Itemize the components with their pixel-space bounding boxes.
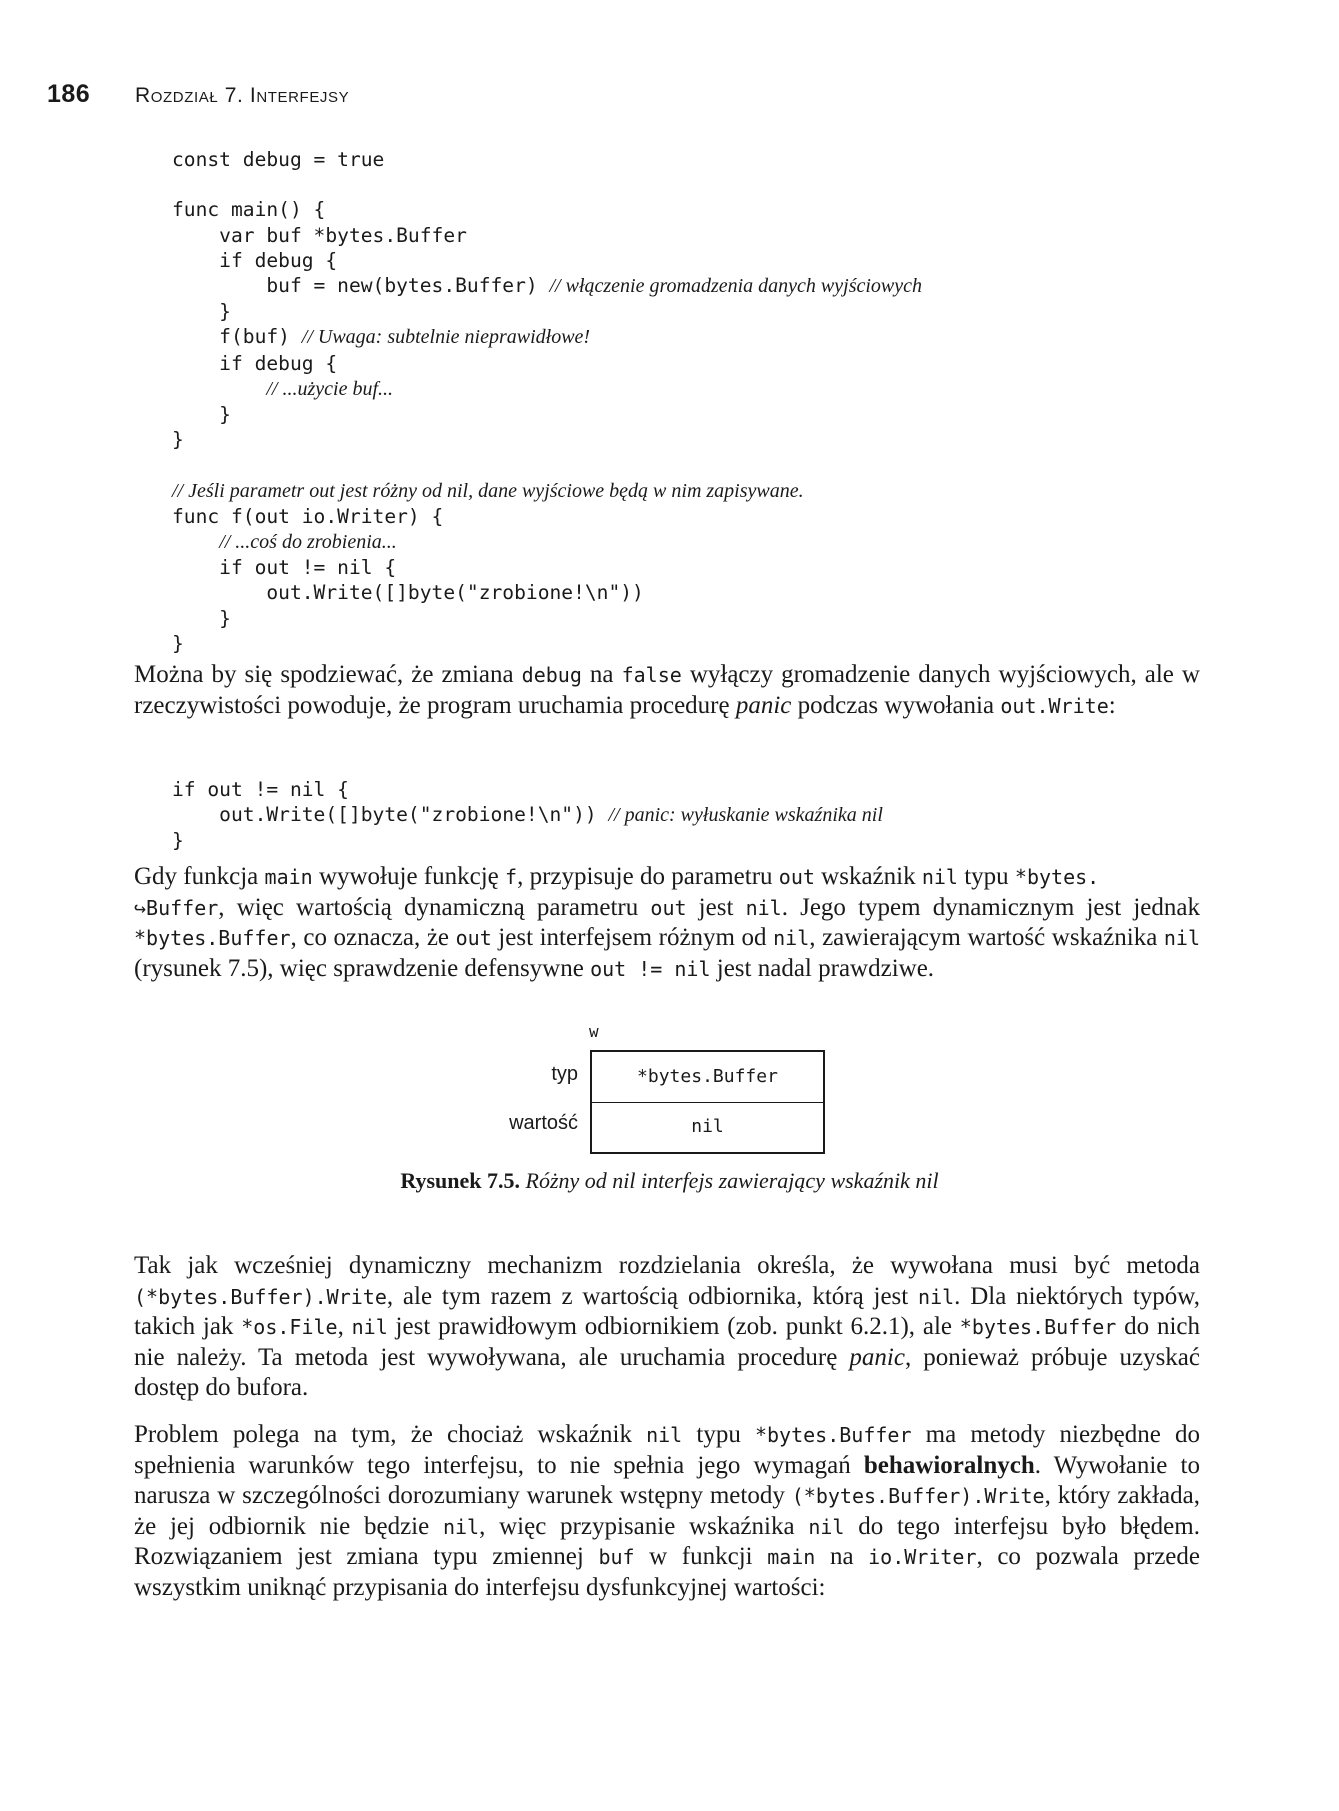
code-listing-main: [172, 147, 922, 656]
chapter-title: Rozdział 7. Interfejsy: [135, 84, 350, 107]
inline-code: nil: [351, 1315, 388, 1339]
inline-code: debug: [521, 663, 582, 687]
inline-code: out: [455, 926, 492, 950]
text-run: , ale tym razem z wartością odbiornika, którą jest: [386, 1282, 919, 1310]
inline-code: io.Writer: [868, 1545, 977, 1569]
text-run: , zawierającym wartość wskaźnika: [809, 924, 1164, 951]
text-run: do tego interfejsu było błędem. Rozwiązaniem jest zmiana typu zmiennej: [134, 1512, 1200, 1570]
inline-code: out.Write: [1000, 693, 1109, 718]
text-run: , co oznacza, że: [290, 924, 456, 951]
text-run: do nich nie należy. Ta metoda jest wywoływana, ale uruchamia procedurę: [134, 1313, 1200, 1371]
code-text: }: [172, 403, 231, 427]
page-number: 186: [47, 80, 91, 108]
code-text: buf = new(bytes.Buffer): [172, 274, 550, 298]
text-run: , co pozwala przede wszystkim uniknąć przypisania do interfejsu dysfunkcyjnej wartości:: [134, 1543, 1200, 1601]
code-listing-panic: [172, 777, 883, 854]
inline-code: (*bytes.Buffer).Write: [791, 1484, 1045, 1508]
text-run: , więc przypisanie wskaźnika: [479, 1512, 809, 1540]
code-comment: // ...użycie buf...: [266, 377, 394, 400]
inline-code: main: [264, 865, 313, 889]
text-run: ,: [337, 1313, 352, 1340]
code-text: func main() {: [172, 198, 326, 222]
box-divider: [592, 1102, 823, 1103]
code-line: [172, 428, 184, 451]
figure-row-label-value: wartość: [509, 1112, 578, 1134]
text-run: w funkcji: [634, 1543, 768, 1570]
inline-code: *bytes.Buffer: [754, 1423, 912, 1447]
inline-code: nil: [918, 1284, 955, 1309]
inline-code: *bytes.Buffer: [134, 926, 291, 950]
figure-caption: [0, 1168, 1339, 1194]
interface-dynamic-type: *bytes.Buffer: [637, 1066, 778, 1087]
code-line: [172, 198, 325, 221]
text-run: jest interfejsem różnym od: [491, 924, 774, 951]
paragraph-debug-false: [134, 660, 1200, 721]
code-comment: // włączenie gromadzenia danych wyjściowych: [549, 275, 923, 298]
code-line: [172, 249, 337, 272]
figure-variable-name: w: [589, 1022, 599, 1041]
text-run: jest prawidłowym odbiornikiem (zob. punkt 6.2.1), ale: [387, 1313, 960, 1340]
code-line: [172, 148, 384, 171]
inline-code: f: [505, 865, 518, 889]
emphasis: panic: [849, 1343, 905, 1371]
code-comment: // ...coś do zrobienia...: [219, 531, 397, 554]
text-run: wyłączy gromadzenie danych wyjściowych, ale w rzeczywistości powoduje, że program uruchamia procedurę: [134, 661, 1200, 719]
text-run: jest: [686, 893, 746, 921]
code-text: func f(out io.Writer) {: [172, 504, 444, 528]
text-run: , więc wartością dynamiczną parametru: [218, 893, 651, 921]
text-run: ma metody niezbędne do spełnienia warunków tego interfejsu, to nie spełnia jego wymagań: [134, 1421, 1200, 1479]
code-line: [172, 479, 804, 502]
text-run: , przypisuje do parametru: [517, 863, 779, 890]
interface-value-box: [590, 1050, 825, 1154]
text-run: Tak jak wcześniej dynamiczny mechanizm rozdzielania określa, że wywołana musi być metoda: [134, 1252, 1200, 1279]
text-run: Gdy funkcja: [134, 863, 265, 890]
text-run: . Wywołanie to narusza w szczególności dorozumiany warunek wstępny metody: [134, 1451, 1200, 1509]
code-text: const debug = true: [172, 148, 385, 171]
inline-code: *os.File: [241, 1315, 338, 1339]
code-line: [172, 224, 467, 247]
code-text: }: [172, 631, 184, 655]
code-text: if out != nil {: [172, 778, 349, 801]
inline-code: nil: [808, 1514, 845, 1539]
code-line: [172, 403, 231, 426]
inline-code: false: [621, 663, 682, 687]
inline-code: out: [650, 895, 687, 920]
code-line: [172, 607, 231, 630]
text-run: jest nadal prawdziwe.: [710, 954, 935, 982]
code-line: [172, 377, 393, 400]
code-line: [172, 325, 590, 348]
code-line: [172, 829, 184, 852]
text-run: Problem polega na tym, że chociaż wskaźnik: [134, 1421, 647, 1448]
code-comment: // Uwaga: subtelnie nieprawidłowe!: [301, 326, 591, 349]
inline-code: nil: [646, 1423, 683, 1447]
code-line: [172, 352, 337, 375]
figure-caption-label: Rysunek 7.5.: [400, 1168, 521, 1193]
text-run: wskaźnik: [814, 863, 922, 890]
inline-code: buf: [598, 1545, 635, 1569]
figure-caption-text: Różny od nil interfejs zawierający wskaźnik nil: [525, 1168, 939, 1193]
code-line: [172, 300, 231, 323]
text-run: wywołuje funkcję: [312, 863, 506, 890]
code-text: if debug {: [172, 248, 338, 272]
figure-row-label-type: typ: [551, 1063, 578, 1085]
code-line: [172, 581, 644, 604]
text-run: :: [1108, 691, 1116, 719]
text-run: na: [815, 1543, 869, 1570]
code-text: if debug {: [172, 351, 338, 375]
code-text: }: [172, 428, 184, 452]
inline-code: nil: [442, 1514, 480, 1539]
code-text: }: [172, 606, 231, 630]
text-run: typu: [957, 863, 1015, 890]
inline-code: *bytes.Buffer: [959, 1315, 1117, 1339]
text-run: . Jego typem dynamicznym jest jednak: [781, 893, 1200, 921]
running-header: [47, 80, 350, 109]
paragraph-behavioral-problem: [134, 1420, 1200, 1603]
code-text: }: [172, 300, 231, 324]
inline-code: nil: [773, 926, 810, 950]
inline-code: nil: [745, 895, 782, 920]
inline-code: out: [778, 865, 815, 889]
code-line: [172, 778, 349, 801]
text-run: , ponieważ próbuje uzyskać dostęp do bufora.: [134, 1343, 1200, 1401]
code-text: var buf *bytes.Buffer: [172, 223, 467, 247]
paragraph-dynamic-dispatch: [134, 1251, 1200, 1404]
code-text: [172, 377, 266, 400]
code-text: }: [172, 829, 184, 853]
text-run: na: [581, 661, 622, 688]
inline-code: nil: [921, 865, 958, 889]
text-run: Można by się spodziewać, że zmiana: [134, 661, 522, 688]
inline-code: (*bytes.Buffer).Write: [134, 1284, 387, 1309]
code-text: [172, 530, 219, 553]
code-comment: // Jeśli parametr out jest różny od nil, dane wyjściowe będą w nim zapisywane.: [172, 479, 804, 502]
code-text: out.Write([]byte("zrobione!\n")): [172, 803, 609, 827]
code-line: [172, 505, 443, 528]
code-line: [172, 556, 396, 579]
bold-term: behawioralnych: [863, 1451, 1035, 1479]
text-run: , który zakłada, że jej odbiornik nie będzie: [134, 1482, 1200, 1540]
inline-code: ↪Buffer: [134, 895, 219, 920]
emphasis: panic: [735, 691, 792, 719]
code-line: [172, 274, 922, 297]
text-run: . Dla niektórych typów, takich jak: [134, 1282, 1200, 1340]
paragraph-nil-pointer: [134, 862, 1200, 984]
code-comment: // panic: wyłuskanie wskaźnika nil: [608, 804, 883, 827]
text-run: podczas wywołania: [791, 691, 1001, 719]
code-line: [172, 803, 883, 826]
code-text: if out != nil {: [172, 556, 397, 580]
inline-code: main: [767, 1545, 816, 1569]
interface-dynamic-value: nil: [691, 1116, 724, 1137]
inline-code: *bytes.: [1014, 865, 1100, 889]
code-text: f(buf): [172, 325, 302, 349]
code-line: [172, 632, 184, 655]
inline-code: out != nil: [590, 956, 711, 981]
code-line: [172, 530, 397, 553]
text-run: typu: [682, 1421, 755, 1448]
text-run: (rysunek 7.5), więc sprawdzenie defensywne: [134, 954, 591, 982]
inline-code: nil: [1163, 926, 1200, 950]
code-text: out.Write([]byte("zrobione!\n")): [172, 581, 644, 605]
